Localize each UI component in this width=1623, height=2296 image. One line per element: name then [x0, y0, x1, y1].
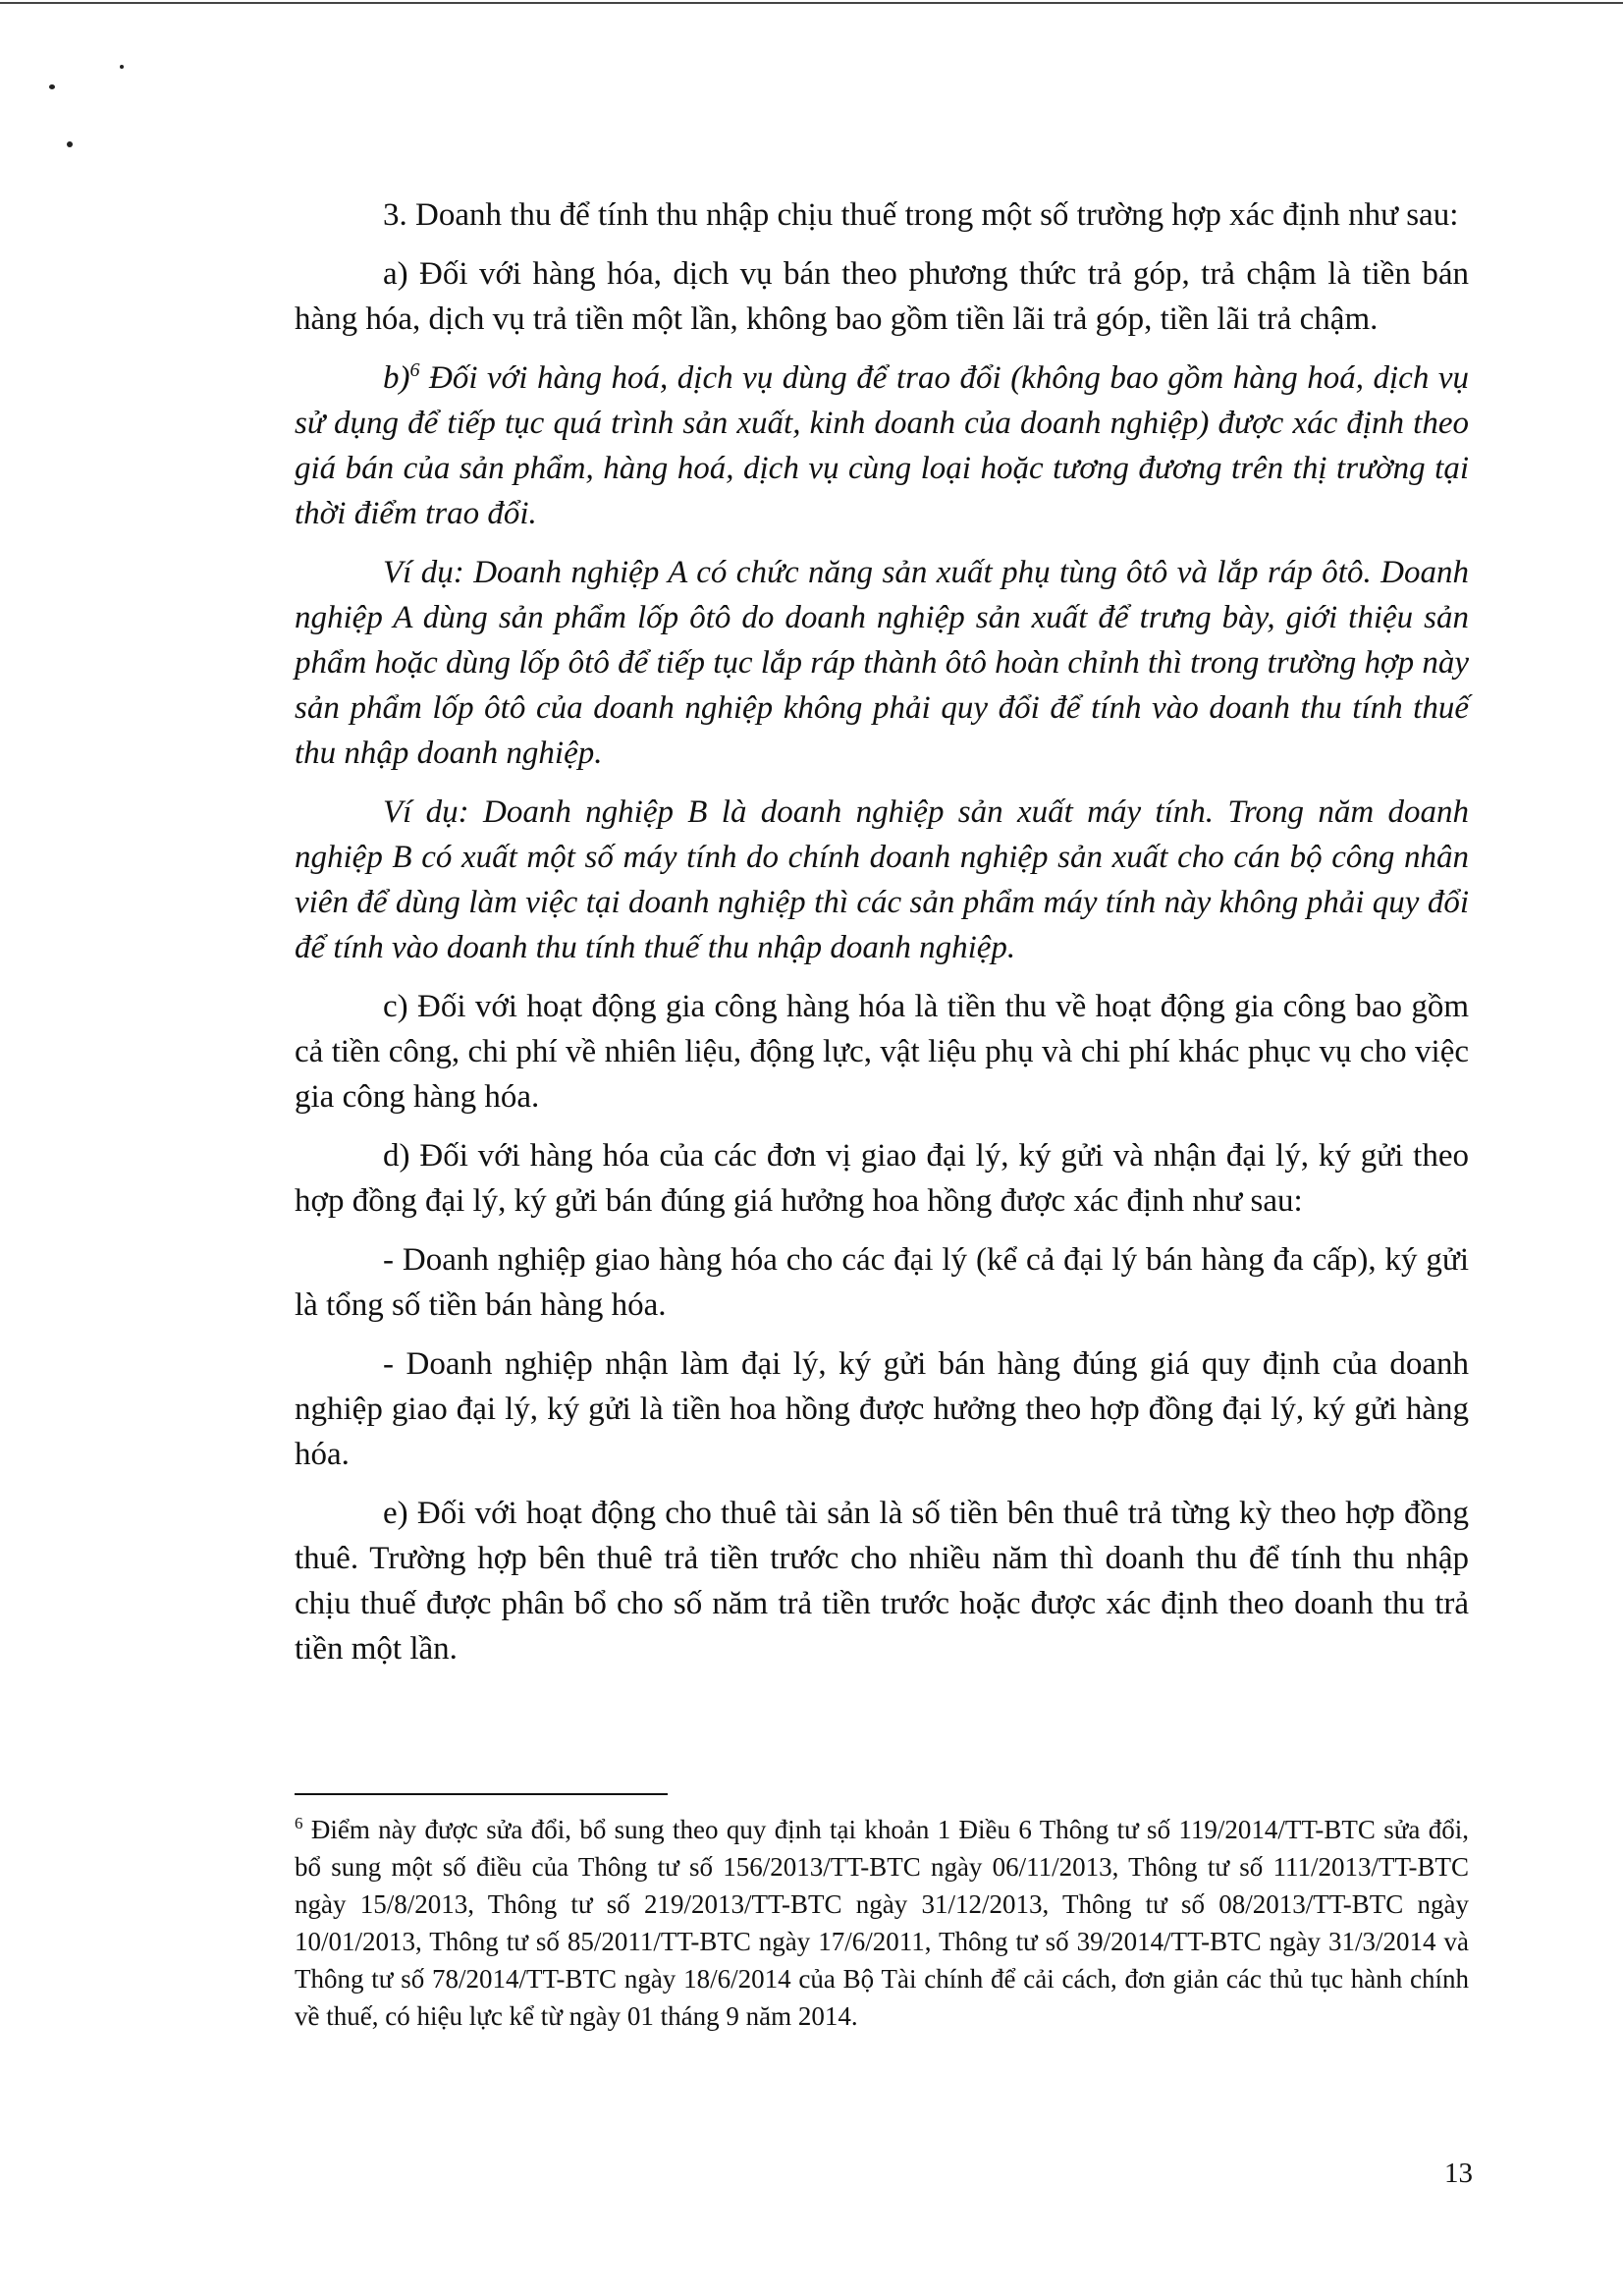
paragraph-item-3c: c) Đối với hoạt động gia công hàng hóa là tiền thu về hoạt động gia công bao gồm cả tiền công, chi phí về nhiên liệu, động lực, vật liệu phụ và chi phí khác phục vụ cho việc gia công hàng hóa. — [295, 989, 1469, 1115]
example-b: Ví dụ: Doanh nghiệp B là doanh nghiệp sản xuất máy tính. Trong năm doanh nghiệp B có xuất một số máy tính do chính doanh nghiệp sản xuất cho cán bộ công nhân viên để dùng làm việc tại doanh nghiệp thì các sản phẩm máy tính này không phải quy đổi để tính vào doanh thu tính thuế thu nhập doanh nghiệp. — [295, 794, 1469, 965]
footnote — [295, 1811, 1469, 2035]
page-body — [295, 192, 1469, 1685]
footnote-marker: 6 — [295, 1814, 303, 1832]
example-a: Ví dụ: Doanh nghiệp A có chức năng sản xuất phụ tùng ôtô và lắp ráp ôtô. Doanh nghiệp A dùng sản phẩm lốp ôtô do doanh nghiệp sản xuất để trưng bày, giới thiệu sản phẩm hoặc dùng lốp ôtô để tiếp tục lắp ráp thành ôtô hoàn chỉnh thì trong trường hợp này sản phẩm lốp ôtô của doanh nghiệp không phải quy đổi để tính vào doanh thu tính thuế thu nhập doanh nghiệp. — [295, 555, 1469, 771]
footnote-separator — [295, 1793, 668, 1795]
paragraph-item-3d-bullet-2: - Doanh nghiệp nhận làm đại lý, ký gửi bán hàng đúng giá quy định của doanh nghiệp giao đại lý, ký gửi là tiền hoa hồng được hưởng theo hợp đồng đại lý, ký gửi hàng hóa. — [295, 1346, 1469, 1472]
scan-speck — [120, 65, 124, 69]
paragraph-item-3a: a) Đối với hàng hóa, dịch vụ bán theo phương thức trả góp, trả chậm là tiền bán hàng hóa, dịch vụ trả tiền một lần, không bao gồm tiền lãi trả góp, tiền lãi trả chậm. — [295, 256, 1469, 337]
paragraph-item-3d: d) Đối với hàng hóa của các đơn vị giao đại lý, ký gửi và nhận đại lý, ký gửi theo hợp đồng đại lý, ký gửi bán đúng giá hưởng hoa hồng được xác định như sau: — [295, 1138, 1469, 1219]
paragraph-text: Đối với hàng hoá, dịch vụ dùng để trao đổi (không bao gồm hàng hoá, dịch vụ sử dụng để tiếp tục quá trình sản xuất, kinh doanh của doanh nghiệp) được xác định theo giá bán của sản phẩm, hàng hoá, dịch vụ cùng loại hoặc tương đương trên thị trường tại thời điểm trao đổi. — [295, 360, 1469, 531]
scan-speck — [49, 84, 55, 89]
scan-speck — [67, 141, 73, 147]
footnote-reference[interactable]: 6 — [409, 359, 420, 381]
paragraph-item-3b — [295, 355, 1469, 536]
top-scan-border — [0, 2, 1623, 4]
footnote-text: Điểm này được sửa đổi, bổ sung theo quy định tại khoản 1 Điều 6 Thông tư số 119/2014/TT-BTC sửa đổi, bổ sung một số điều của Thông tư số 156/2013/TT-BTC ngày 06/11/2013, Thông tư số 111/2013/TT-BTC ngày 15/8/2013, Thông tư số 219/2013/TT-BTC ngày 31/12/2013, Thông tư số 08/2013/TT-BTC ngày 10/01/2013, Thông tư số 85/2011/TT-BTC ngày 17/6/2011, Thông tư số 39/2014/TT-BTC ngày 31/3/2014 và Thông tư số 78/2014/TT-BTC ngày 18/6/2014 của Bộ Tài chính để cải cách, đơn giản các thủ tục hành chính về thuế, có hiệu lực kể từ ngày 01 tháng 9 năm 2014. — [295, 1815, 1469, 2031]
paragraph-item-3e: e) Đối với hoạt động cho thuê tài sản là số tiền bên thuê trả từng kỳ theo hợp đồng thuê. Trường hợp bên thuê trả tiền trước cho nhiều năm thì doanh thu để tính thu nhập chịu thuế được phân bổ cho số năm trả tiền trước hoặc được xác định theo doanh thu trả tiền một lần. — [295, 1496, 1469, 1667]
item-label: b) — [383, 360, 410, 396]
page-number: 13 — [1444, 2158, 1473, 2189]
paragraph-item-3: 3. Doanh thu để tính thu nhập chịu thuế trong một số trường hợp xác định như sau: — [383, 197, 1459, 233]
paragraph-item-3d-bullet-1: - Doanh nghiệp giao hàng hóa cho các đại lý (kể cả đại lý bán hàng đa cấp), ký gửi là tổng số tiền bán hàng hóa. — [295, 1242, 1469, 1323]
